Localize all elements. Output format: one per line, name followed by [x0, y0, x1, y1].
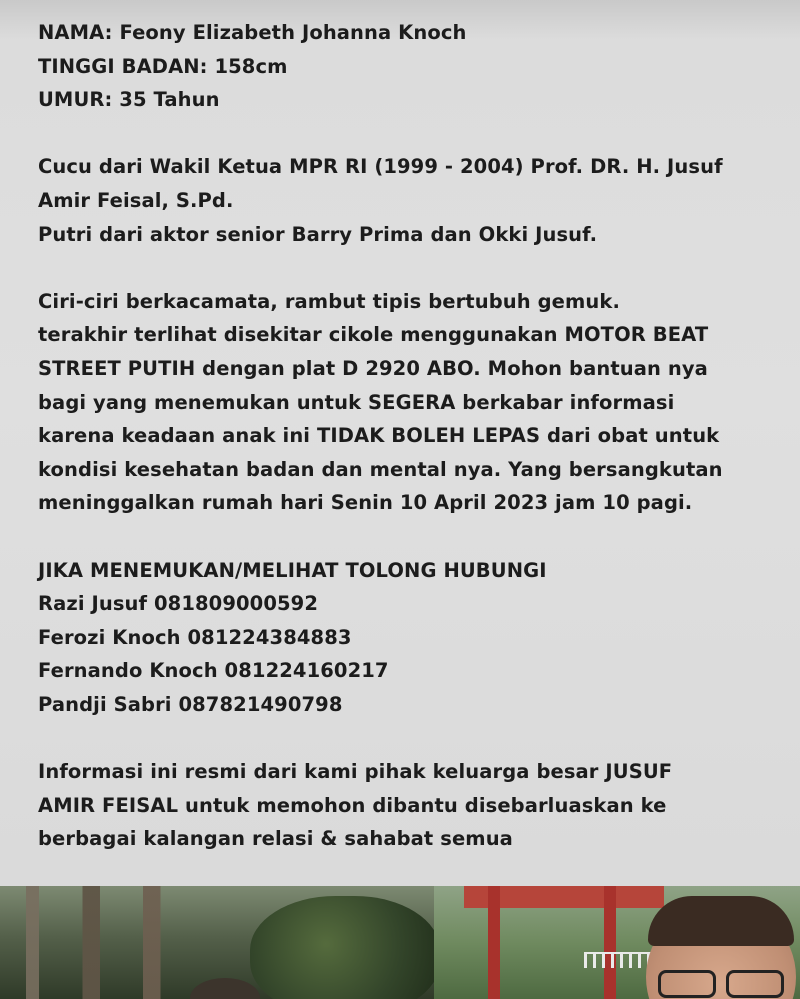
notice-text [38, 16, 780, 856]
age-line: UMUR: 35 Tahun [38, 88, 220, 112]
forest-photo [0, 886, 434, 999]
railing-shape [584, 952, 654, 968]
family-line: Putri dari aktor senior Barry Prima dan Okki Jusuf. [38, 222, 598, 246]
contact-line: Fernando Knoch 081224160217 [38, 659, 389, 683]
spacer [38, 520, 780, 554]
description-line: meninggalkan rumah hari Senin 10 April 2023 jam 10 pagi. [38, 491, 693, 515]
foliage-shape [250, 896, 440, 999]
hair-shape [648, 896, 794, 946]
description-line: karena keadaan anak ini TIDAK BOLEH LEPAS dari obat untuk [38, 424, 720, 448]
closing-line: Informasi ini resmi dari kami pihak keluarga besar JUSUF [38, 760, 673, 784]
photo-strip [0, 886, 800, 999]
description-line: STREET PUTIH dengan plat D 2920 ABO. Mohon bantuan nya [38, 356, 708, 380]
family-line: Cucu dari Wakil Ketua MPR RI (1999 - 2004) Prof. DR. H. Jusuf [38, 155, 723, 179]
contact-line: Pandji Sabri 087821490798 [38, 692, 343, 716]
lens-left [658, 970, 716, 998]
contact-heading: JIKA MENEMUKAN/MELIHAT TOLONG HUBUNGI [38, 558, 547, 582]
closing-line: AMIR FEISAL untuk memohon dibantu disebarluaskan ke [38, 793, 667, 817]
portrait-photo [434, 886, 800, 999]
description-line: bagi yang menemukan untuk SEGERA berkabar informasi [38, 390, 675, 414]
glasses-icon [658, 970, 788, 996]
height-line: TINGGI BADAN: 158cm [38, 54, 288, 78]
contact-line: Razi Jusuf 081809000592 [38, 592, 319, 616]
family-line: Amir Feisal, S.Pd. [38, 188, 234, 212]
spacer [38, 251, 780, 285]
description-line: terakhir terlihat disekitar cikole menggunakan MOTOR BEAT [38, 323, 709, 347]
spacer [38, 721, 780, 755]
lens-right [726, 970, 784, 998]
person-head-shape [190, 978, 260, 999]
red-pavilion-shape [464, 886, 664, 999]
name-line: NAMA: Feony Elizabeth Johanna Knoch [38, 21, 467, 44]
description-line: kondisi kesehatan badan dan mental nya. Yang bersangkutan [38, 457, 723, 481]
closing-line: berbagai kalangan relasi & sahabat semua [38, 827, 513, 851]
description-line: Ciri-ciri berkacamata, rambut tipis bertubuh gemuk. [38, 289, 620, 313]
contact-line: Ferozi Knoch 081224384883 [38, 625, 352, 649]
spacer [38, 117, 780, 151]
